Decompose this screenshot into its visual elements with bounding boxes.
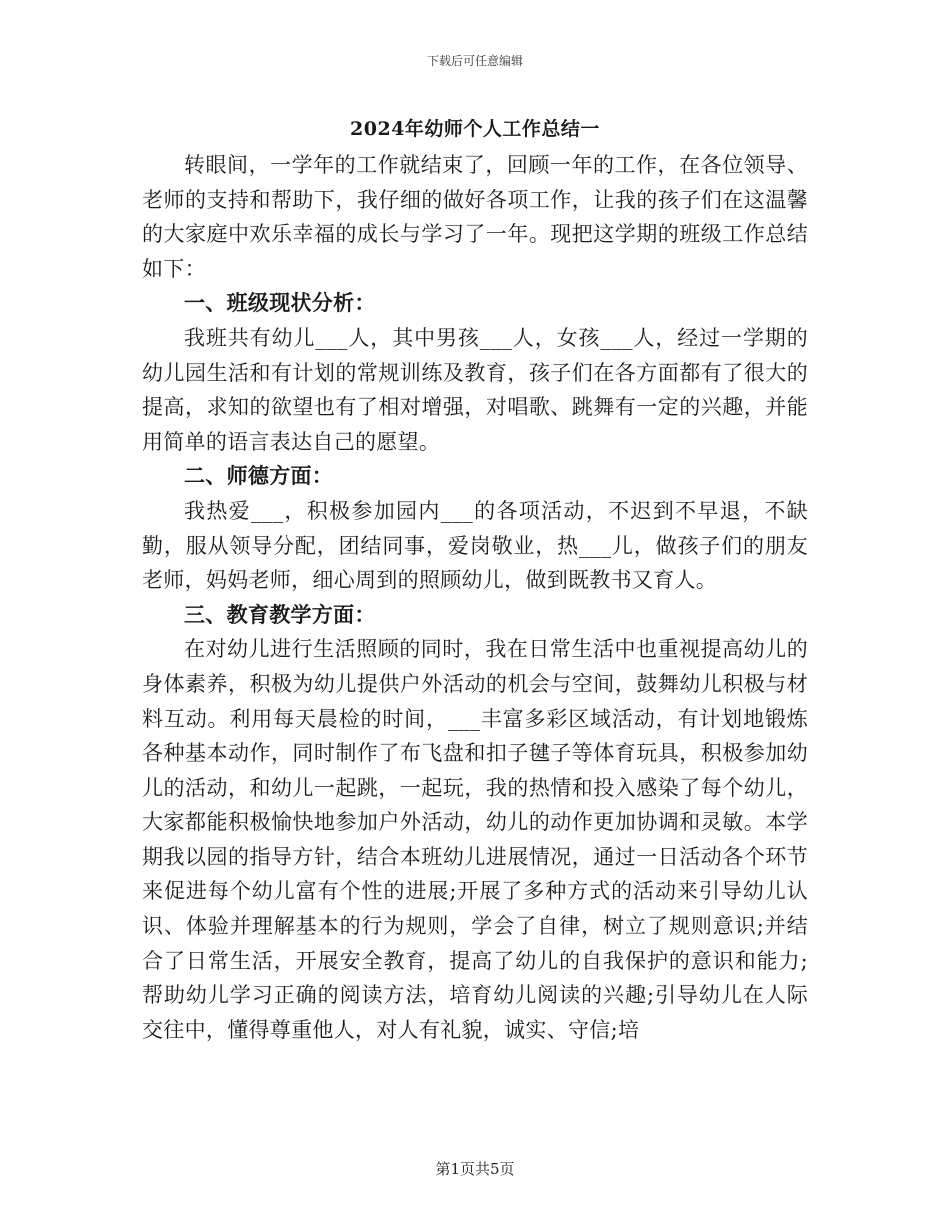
paragraph-teaching: 在对幼儿进行生活照顾的同时，我在日常生活中也重视提高幼儿的身体素养，积极为幼儿提供户外活动的机会与空间，鼓舞幼儿积极与材料互动。利用每天晨检的时间，___丰富多彩区域活动，有计划地锻炼各种基本动作，同时制作了布飞盘和扣子毽子等体育玩具，积极参加幼儿的活动，和幼儿一起跳，一起玩，我的热情和投入感染了每个幼儿，大家都能积极愉快地参加户外活动，幼儿的动作更加协调和灵敏。本学期我以园的指导方针，结合本班幼儿进展情况，通过一日活动各个环节来促进每个幼儿富有个性的进展;开展了多种方式的活动来引导幼儿认识、体验并理解基本的行为规则，学会了自律，树立了规则意识;并结合了日常生活，开展安全教育，提高了幼儿的自我保护的意识和能力;帮助幼儿学习正确的阅读方法，培育幼儿阅读的兴趣;引导幼儿在人际交往中，懂得尊重他人，对人有礼貌，诚实、守信;培 — [142, 637, 808, 1042]
section-heading-class-status: 一、班级现状分析： — [184, 290, 376, 316]
paragraph-class-status: 我班共有幼儿___人，其中男孩___人，女孩___人，经过一学期的幼儿园生活和有计划的常规训练及教育，孩子们在各方面都有了很大的提高，求知的欲望也有了相对增强，对唱歌、跳舞有一定的兴趣，并能用简单的语言表达自己的愿望。 — [142, 325, 808, 454]
paragraph-ethics: 我热爱___，积极参加园内___的各项活动，不迟到不早退，不缺勤，服从领导分配，团结同事，爱岗敬业，热___儿，做孩子们的朋友老师，妈妈老师，细心周到的照顾幼儿，做到既教书又育人。 — [142, 498, 808, 593]
section-heading-ethics: 二、师德方面： — [184, 463, 334, 489]
section-heading-teaching: 三、教育教学方面： — [184, 601, 376, 627]
header-note: 下载后可任意编辑 — [426, 54, 523, 68]
document-title: 2024年幼师个人工作总结一 — [350, 118, 600, 140]
document-body — [142, 148, 808, 1047]
paragraph-intro: 转眼间，一学年的工作就结束了，回顾一年的工作，在各位领导、老师的支持和帮助下，我仔细的做好各项工作，让我的孩子们在这温馨的大家庭中欢乐幸福的成长与学习了一年。现把这学期的班级工作总结如下： — [142, 153, 808, 281]
page-number: 第1页共5页 — [435, 1160, 515, 1178]
